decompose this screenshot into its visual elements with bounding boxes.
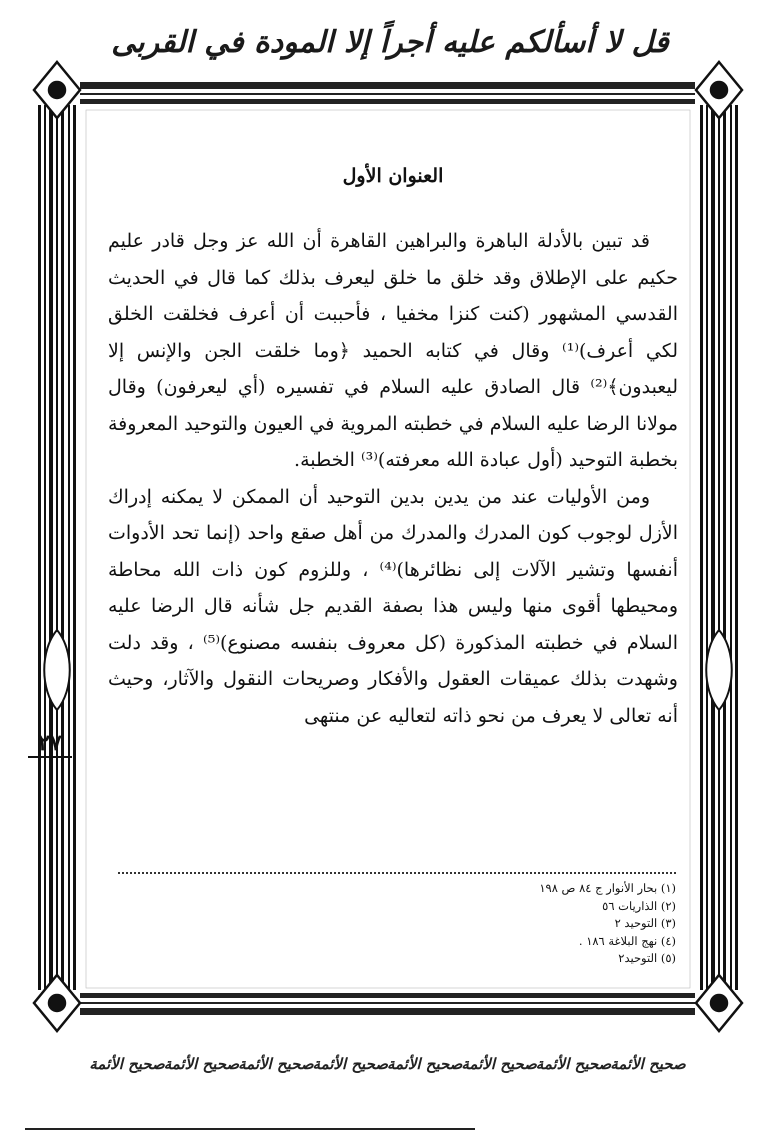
page-bottom-rule bbox=[25, 1128, 475, 1130]
footnote-5: (٥) التوحيد٢ bbox=[618, 951, 676, 965]
bottom-calligraphy-motif: صحيح الأئمة bbox=[238, 1055, 314, 1073]
footnote-divider bbox=[118, 872, 676, 874]
bottom-calligraphy-motif: صحيح الأئمة bbox=[163, 1055, 240, 1073]
paragraph-2: ومن الأوليات عند من يدين بدين التوحيد أن الممكن لا يمكنه إدراك الأزل لوجوب كون المدرك والمدرك من أهل صقع واحد (إنما تحد الأدوات أنفسها وتشير الآلات إلى نظائرها)⁽⁴⁾ ، وللزوم كون ذات الله محاطة ومحيطها أقوى منها وليس هذا بصفة القديم جل شأنه قال الرضا عليه السلام في خطبته المذكورة (كل معروف بنفسه مصنوع)⁽⁵⁾ ، وقد دلت وشهدت بذلك عميقات العقول والأفكار وصريحات النقول والآثار، وحيث أنه تعالى لا يعرف من نحو ذاته لتعاليه عن منتهى bbox=[108, 485, 679, 727]
footnote-4: (٤) نهج البلاغة ١٨٦ . bbox=[578, 933, 676, 948]
page-content bbox=[108, 165, 678, 734]
section-heading: العنوان الأول bbox=[342, 165, 444, 187]
bottom-calligraphy-motif: صحيح الأئمة bbox=[89, 1055, 165, 1073]
bottom-calligraphy-motif: صحيح الأئمة bbox=[461, 1055, 537, 1073]
footnote-1: (١) بحار الأنوار ج ٨٤ ص ١٩٨ bbox=[539, 881, 676, 895]
page-number: ٢٧ bbox=[28, 730, 72, 758]
header-calligraphy: قل لا أسألكم عليه أجراً إلا المودة في القربى bbox=[111, 24, 669, 60]
bottom-calligraphy-motif: صحيح الأئمة bbox=[535, 1055, 612, 1073]
footnote-3: (٣) التوحيد ٢ bbox=[614, 916, 676, 930]
bottom-calligraphy-motif: صحيح الأئمة bbox=[312, 1055, 388, 1073]
bottom-calligraphy-motif: صحيح الأئمة bbox=[610, 1055, 686, 1073]
bottom-calligraphy-motif: صحيح الأئمة bbox=[386, 1055, 463, 1073]
bottom-ornament-strip bbox=[89, 1035, 686, 1093]
footnotes bbox=[118, 880, 676, 968]
paragraph-1: قد تبين بالأدلة الباهرة والبراهين القاهرة أن الله عز وجل قادر عليم حكيم على الإطلاق وقد خلق ما خلق ليعرف بذلك كما قال في الحديث القدسي المشهور (كنت كنزا مخفيا ، فأحببت أن أعرف فخلقت الخلق لكي أعرف)⁽¹⁾ وقال في كتابه الحميد ﴿وما خلقت الجن والإنس إلا ليعبدون﴾⁽²⁾ قال الصادق عليه السلام في تفسيره (أي ليعرفون) وقال مولانا الرضا عليه السلام في خطبته المروية في العيون والتوحيد المعروفة بخطبة التوحيد (أول عبادة الله معرفته)⁽³⁾ الخطبة. bbox=[108, 230, 678, 471]
footnote-2: (٢) الذاريات ٥٦ bbox=[602, 898, 676, 913]
